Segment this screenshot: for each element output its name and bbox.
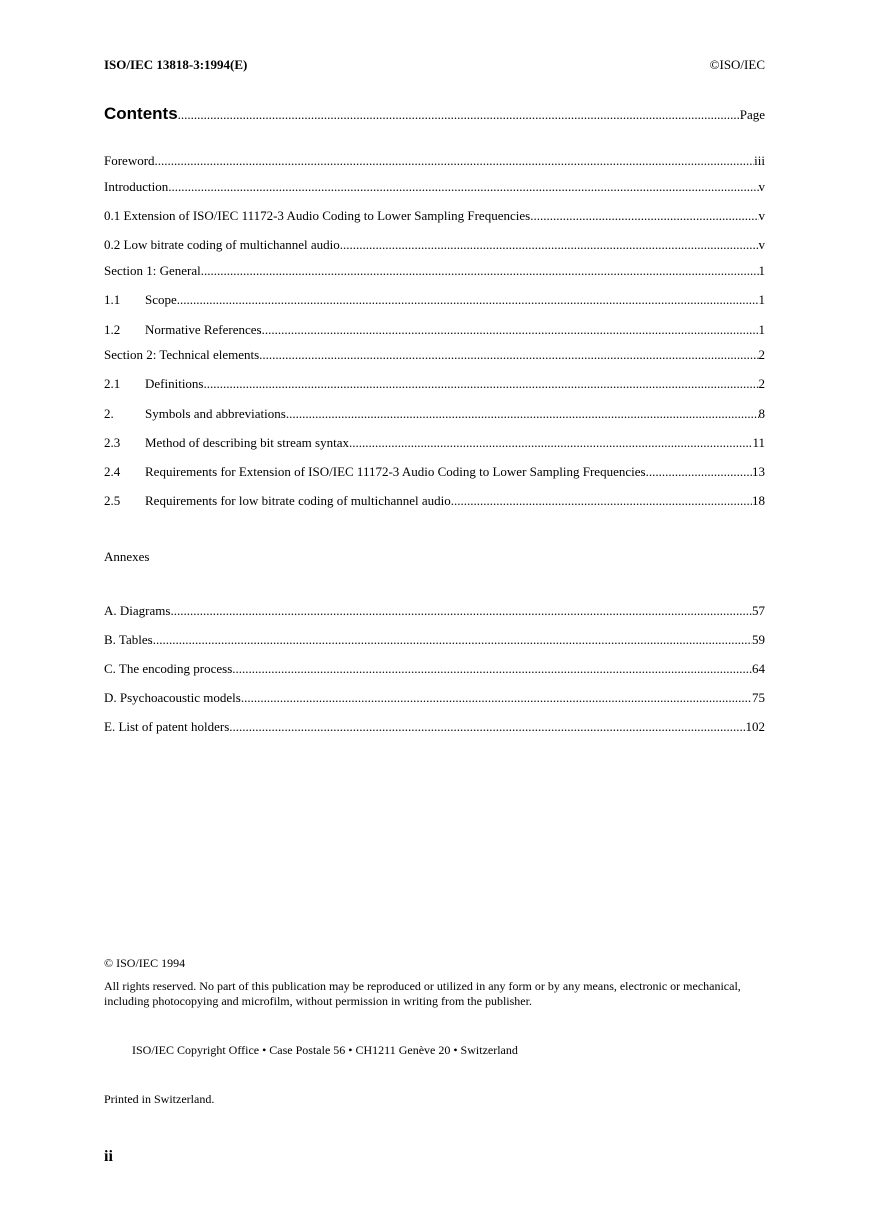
toc-entry-title: 0.2 Low bitrate coding of multichannel audio: [104, 237, 340, 252]
toc-entry-page: 18: [752, 493, 765, 508]
toc-entry-page: v: [758, 179, 765, 194]
toc-entry-title: Symbols and abbreviations: [145, 406, 286, 421]
copyright-notice: © ISO/IEC 1994: [104, 956, 186, 970]
dot-leader: [155, 152, 755, 170]
toc-entry-title: Introduction: [104, 179, 169, 194]
toc-entry-page: 59: [752, 632, 765, 647]
toc-entry-title: Requirements for low bitrate coding of multichannel audio: [145, 493, 451, 508]
toc-entry-foreword[interactable]: [104, 152, 765, 170]
contents-heading-row: [104, 105, 765, 124]
toc-entry-title: Scope: [145, 292, 177, 307]
toc-entry-page: 13: [752, 464, 765, 479]
toc-entry-page: 11: [752, 435, 765, 450]
dot-leader: [262, 321, 759, 339]
dot-leader: [451, 492, 752, 510]
toc-entry-title: B. Tables: [104, 632, 153, 647]
toc-entry-title: Method of describing bit stream syntax: [145, 435, 349, 450]
annexes-heading: Annexes: [104, 549, 150, 564]
toc-entry-2-3[interactable]: [104, 434, 765, 452]
toc-entry-title: Definitions: [145, 376, 204, 391]
dot-leader: [530, 207, 758, 225]
dot-leader: [340, 236, 759, 254]
rights-statement: All rights reserved. No part of this publication may be reproduced or utilized in any form or by any means, electronic or mechanical, including photocopying and microfilm, without permission in writing from the publisher.: [104, 979, 741, 1008]
toc-entry-0-1[interactable]: [104, 207, 765, 225]
toc-entry-1-2[interactable]: [104, 321, 765, 339]
dot-leader: [201, 262, 759, 280]
dot-leader: [232, 660, 752, 678]
dot-leader: [204, 375, 759, 393]
toc-entry-section-2[interactable]: [104, 346, 765, 364]
toc-entry-page: 102: [745, 719, 765, 734]
contents-title: Contents: [104, 104, 178, 123]
toc-entry-introduction[interactable]: [104, 178, 765, 196]
toc-entry-page: 57: [752, 603, 765, 618]
toc-entry-page: 1: [758, 322, 765, 337]
toc-entry-annex-d[interactable]: [104, 689, 765, 707]
printed-in-note: Printed in Switzerland.: [104, 1092, 215, 1106]
toc-entry-number: 2.4: [104, 464, 121, 479]
dot-leader: [177, 291, 759, 309]
toc-entry-page: 1: [758, 292, 765, 307]
dot-leader: [170, 602, 752, 620]
toc-entry-title: Requirements for Extension of ISO/IEC 11172-3 Audio Coding to Lower Sampling Frequencies: [145, 464, 646, 479]
toc-entry-page: 2: [758, 347, 765, 362]
toc-entry-page: 8: [758, 406, 765, 421]
toc-entry-section-1[interactable]: [104, 262, 765, 280]
dot-leader: [286, 405, 759, 423]
dot-leader: [153, 631, 752, 649]
toc-entry-number: 2.1: [104, 376, 121, 391]
toc-entry-page: iii: [754, 153, 765, 168]
toc-entry-title: A. Diagrams: [104, 603, 171, 618]
document-id-header: ISO/IEC 13818-3:1994(E): [104, 57, 248, 72]
toc-entry-number: 2.5: [104, 493, 121, 508]
toc-entry-title: Section 1: General: [104, 263, 201, 278]
dot-leader: [259, 346, 758, 364]
toc-entry-title: 0.1 Extension of ISO/IEC 11172-3 Audio Coding to Lower Sampling Frequencies: [104, 208, 531, 223]
toc-entry-number: 1.1: [104, 292, 121, 307]
toc-entry-title: Normative References: [145, 322, 262, 337]
toc-entry-page: 75: [752, 690, 765, 705]
dot-leader: [168, 178, 758, 196]
toc-entry-2-4[interactable]: [104, 463, 765, 481]
dot-leader: [178, 106, 740, 124]
toc-entry-2-5[interactable]: [104, 492, 765, 510]
copyright-office-address: ISO/IEC Copyright Office • Case Postale 56 • CH1211 Genève 20 • Switzerland: [132, 1043, 518, 1057]
toc-entry-1-1[interactable]: [104, 291, 765, 309]
toc-entry-page: v: [758, 237, 765, 252]
toc-entry-2-1[interactable]: [104, 375, 765, 393]
toc-entry-title: E. List of patent holders: [104, 719, 230, 734]
toc-entry-2-2[interactable]: [104, 405, 765, 423]
toc-entry-title: Section 2: Technical elements: [104, 347, 260, 362]
toc-entry-page: 1: [758, 263, 765, 278]
dot-leader: [229, 718, 745, 736]
dot-leader: [349, 434, 752, 452]
toc-entry-number: 2.: [104, 406, 114, 421]
page-column-label: Page: [739, 107, 765, 122]
toc-entry-number: 2.3: [104, 435, 121, 450]
toc-entry-title: C. The encoding process: [104, 661, 233, 676]
toc-entry-annex-c[interactable]: [104, 660, 765, 678]
toc-entry-title: Foreword: [104, 153, 155, 168]
page-number: ii: [104, 1148, 113, 1165]
dot-leader: [241, 689, 752, 707]
toc-entry-annex-e[interactable]: [104, 718, 765, 736]
copyright-header: ©ISO/IEC: [709, 57, 765, 72]
toc-entry-page: v: [758, 208, 765, 223]
toc-entry-annex-a[interactable]: [104, 602, 765, 620]
toc-entry-title: D. Psychoacoustic models: [104, 690, 241, 705]
dot-leader: [646, 463, 752, 481]
toc-entry-page: 2: [758, 376, 765, 391]
toc-entry-page: 64: [752, 661, 765, 676]
toc-entry-0-2[interactable]: [104, 236, 765, 254]
toc-entry-annex-b[interactable]: [104, 631, 765, 649]
toc-entry-number: 1.2: [104, 322, 121, 337]
